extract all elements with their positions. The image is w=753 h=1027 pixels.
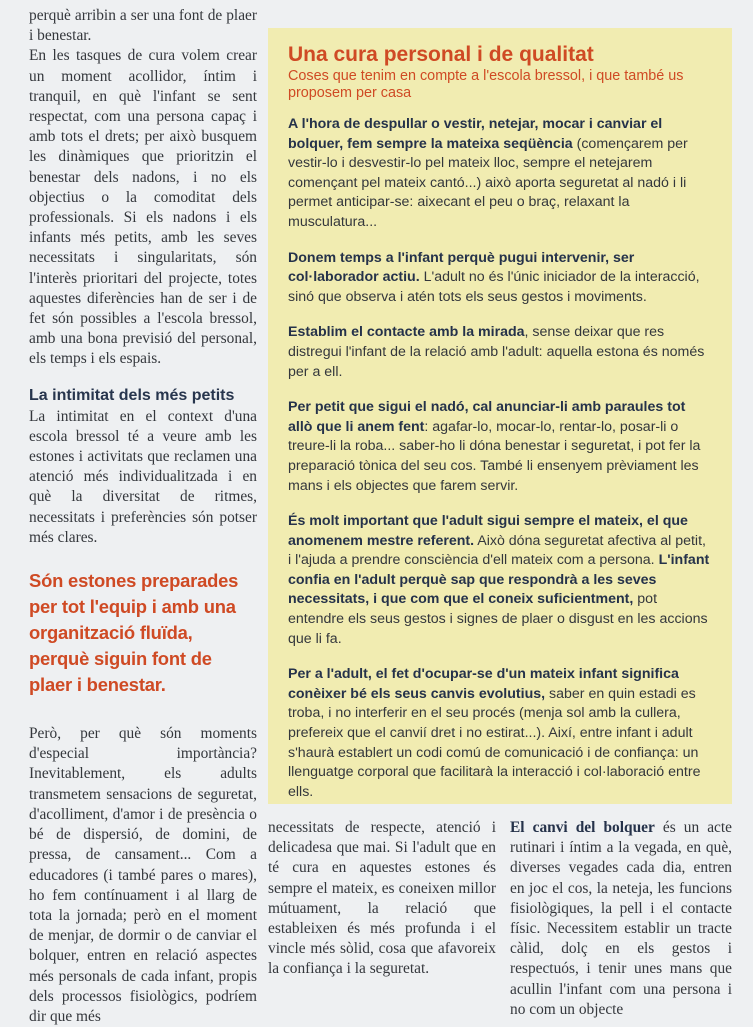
box-paragraph-evolution-text: saber en quin estadi es troba, i no interferir en el seu procés (menja sol amb la cullera, prefereix que el canvií dret i no estirat...). Així, entre infant i adult s'haurà establert un codi comú de comunicació i de confiança: un llenguatge corporal que facilitarà la interacció i col·laboració entre ells. [288, 685, 701, 800]
box-subtitle: Coses que tenim en compte a l'escola bressol, i que també us proposem per casa [288, 68, 684, 101]
box-paragraph-referent-bold-2: L'infant confia en l'adult perquè sap que respondrà a les seves necessitats, i que com que el coneix suficientment, [288, 552, 710, 608]
box-paragraph-evolution [288, 665, 712, 802]
box-paragraph-time-bold: Donem temps a l'infant perquè pugui intervenir, ser col·laborador actiu. [288, 249, 635, 286]
box-paragraph-sequence-bold: A l'hora de despullar o vestir, netejar, mocar i canviar el bolquer, fem sempre la mateixa seqüència [288, 116, 663, 152]
box-paragraph-gaze-text: , sense deixar que res distregui l'infant de la relació amb l'adult: aquella estona és només per a ell. [288, 324, 705, 380]
bottom-middle-column [268, 818, 496, 980]
box-paragraph-time [288, 249, 712, 308]
intimacy-paragraph: La intimitat en el context d'una escola bressol té a veure amb les estones i activitats que reclamen una atenció més individualitzada i en què la diversitat de ritmes, necessitats i preferències són potser més clares. [29, 407, 257, 546]
diaper-change-text: és un acte rutinari i íntim a la vegada, en què, diverses vegades cada dia, entren en joc el cos, la neteja, les funcions fisiològiques, la pell i el contacte físic. Necessitem establir un tracte càlid, dolç en els gestos i respectuós, i tenir unes mans que acullin l'infant com una persona i no com un objecte [510, 819, 732, 1018]
intro-text: perquè arribin a ser una font de plaer i benestar. [29, 7, 257, 45]
diaper-change-bold: El canvi del bolquer [510, 819, 655, 836]
bottom-middle-paragraph: necessitats de respecte, atenció i delicadesa que mai. Si l'adult que en té cura en aquestes estones és sempre el mateix, es coneixen millor mútuament, la relació que estableixen és més profunda i el vincle més sòlid, cosa que afavoreix la confiança i la seguretat. [268, 819, 496, 978]
box-paragraph-announce-bold: Per petit que sigui el nadó, cal anunciar-li amb paraules tot allò que li anem fent [288, 399, 686, 435]
box-paragraph-referent-text-2: pot entendre els seus gestos i signes de plaer o disgust en les accions que li fa. [288, 591, 708, 647]
box-paragraph-evolution-bold: Per a l'adult, el fet d'ocupar-se d'un mateix infant significa conèixer bé els seus canvis evolutius, [288, 666, 679, 702]
bottom-right-column [510, 818, 732, 1020]
pull-quote: Són estones preparades per tot l'equip i amb una organització fluïda, perquè siguin font de plaer i benestar. [29, 570, 239, 696]
box-paragraph-referent [288, 512, 712, 649]
box-paragraph-sequence [288, 115, 712, 233]
box-paragraph-gaze-bold: Establim el contacte amb la mirada [288, 324, 525, 341]
intimacy-heading: La intimitat dels més petits [29, 386, 235, 404]
box-paragraph-referent-text: Això dóna seguretat afectiva al petit, i l'ajuda a prendre consciència d'ell mateix com a persona. [288, 532, 706, 569]
box-paragraph-announce-text: : agafar-lo, mocar-lo, rentar-lo, posar-li o treure-li la roba... saber-ho li dóna benestar i seguretat, i pot fer la preparació tònica del seu cos. També li ensenyem prèviament les mans i els objectes que farem servir. [288, 418, 701, 494]
box-paragraph-gaze [288, 323, 712, 382]
left-column [29, 6, 257, 1027]
box-paragraph-sequence-text: (començarem per vestir-lo i desvestir-lo pel mateix lloc, sempre el netejarem començant pel mateix cantó...) això aporta seguretat al nadó i li permet anticipar-se: aixecant el peu o braç, relaxant la musculatura... [288, 135, 688, 230]
importance-paragraph: Però, per què són moments d'especial importància? Inevitablement, els adults transmetem sensacions de seguretat, d'acolliment, d'amor i de presència o bé de dispersió, de domini, de pressa, de cansament... Com a educadores (i també pares o mares), ho fem contínuament i al llarg de tota la jornada; però en el moment de menjar, de dormir o de canviar el bolquer, entren en relació aspectes més personals de cada infant, propis dels processos fisiològics, podríem dir que més [29, 725, 257, 1025]
box-paragraph-time-text: L'adult no és l'únic iniciador de la interacció, sinó que observa i atén tots els seus gestos i moviments. [288, 269, 700, 305]
box-title: Una cura personal i de qualitat [288, 43, 594, 66]
quality-care-box [268, 28, 732, 804]
box-paragraph-announce [288, 398, 712, 496]
diaper-change-paragraph [510, 818, 732, 1020]
box-paragraph-referent-bold: És molt important que l'adult sigui sempre el mateix, el que anomenem mestre referent. [288, 513, 688, 549]
care-tasks-paragraph: En les tasques de cura volem crear un moment acollidor, íntim i tranquil, en què l'infant se sent respectat, com una persona capaç i amb tots el drets; per això busquem les dinàmiques que prioritzin el benestar dels nadons, i no els objectius o la comoditat dels professionals. Si els nadons i els infants més petits, amb les seves necessitats i singularitats, són l'interès prioritari del projecte, totes aquestes diferències han de ser i de fet són possibles a l'escola bressol, amb una bona previsió del personal, els temps i els espais. [29, 47, 257, 368]
